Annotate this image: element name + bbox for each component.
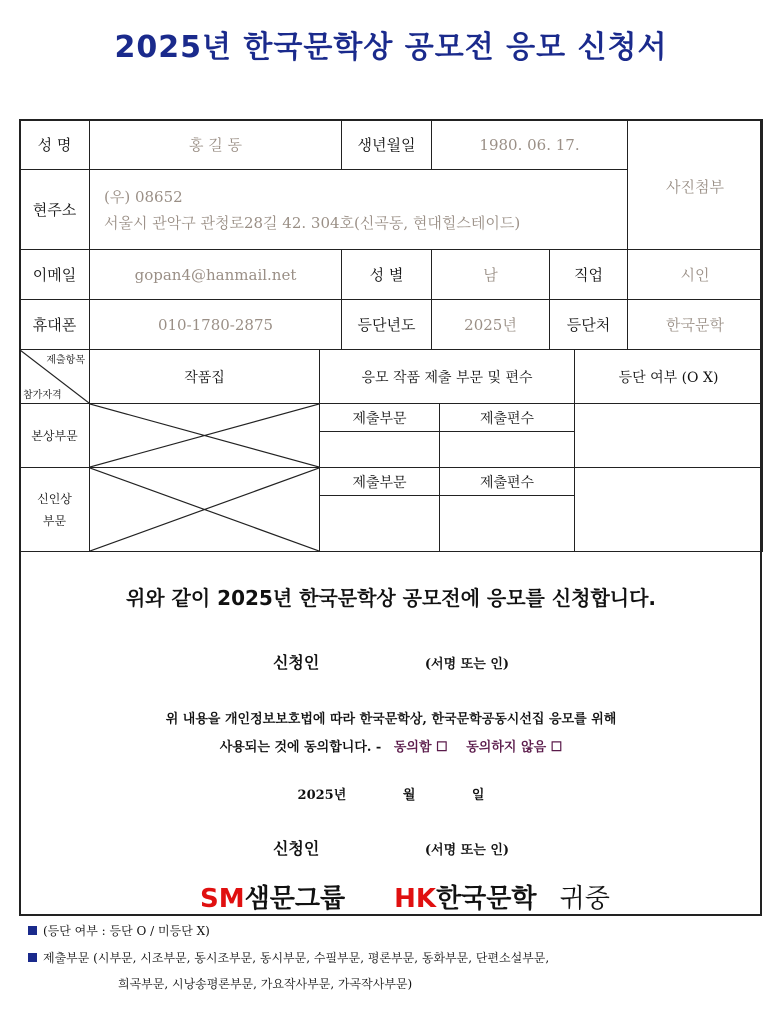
col-header-collection: 작품집 bbox=[90, 350, 320, 404]
gender-value[interactable]: 남 bbox=[432, 250, 550, 300]
address-label: 현주소 bbox=[20, 170, 90, 250]
applicant-info-table bbox=[19, 119, 763, 350]
agree-checkbox[interactable]: 동의함 ☐ bbox=[393, 740, 448, 755]
debut-year-value[interactable]: 2025년 bbox=[432, 300, 550, 350]
privacy-consent bbox=[0, 706, 782, 762]
address-line-street: 서울시 관악구 관청로28길 42. 304호(신곡동, 현대힐스테이드) bbox=[104, 213, 521, 232]
signature-hint-2[interactable]: (서명 또는 인) bbox=[424, 843, 510, 858]
gender-label: 성 별 bbox=[342, 250, 432, 300]
date-month[interactable]: 월 bbox=[402, 788, 416, 803]
submission-count-input-main[interactable] bbox=[440, 432, 575, 468]
applicant-label: 신청인 bbox=[272, 653, 320, 672]
submission-count-input-new[interactable] bbox=[440, 496, 575, 552]
email-label: 이메일 bbox=[20, 250, 90, 300]
consent-line-2-text: 사용되는 것에 동의합니다. - bbox=[219, 740, 382, 755]
col-header-debut: 등단 여부 (O X) bbox=[575, 350, 763, 404]
address-line-postcode: (우) 08652 bbox=[104, 187, 183, 206]
sponsor-logos bbox=[200, 878, 610, 915]
email-value[interactable]: gopan4@hanmail.net bbox=[90, 250, 342, 300]
consent-line-1: 위 내용을 개인정보보호법에 따라 한국문학상, 한국문학공동시선집 응모를 위해 bbox=[165, 712, 617, 727]
sub-header-category-new: 제출부문 bbox=[320, 468, 440, 496]
debut-year-label: 등단년도 bbox=[342, 300, 432, 350]
submission-category-input-main[interactable] bbox=[320, 432, 440, 468]
honorific: 귀중 bbox=[559, 884, 610, 914]
square-bullet-icon bbox=[28, 953, 37, 962]
sm-logo-prefix: SM bbox=[200, 884, 245, 914]
photo-attach-box[interactable]: 사진첨부 bbox=[628, 120, 763, 250]
job-label: 직업 bbox=[550, 250, 628, 300]
address-value[interactable] bbox=[90, 170, 628, 250]
note-debut-status bbox=[28, 922, 210, 939]
note-categories-cont: 희곡부문, 시낭송평론부문, 가요작사부문, 가곡작사부문) bbox=[118, 977, 413, 991]
cross-out-icon bbox=[90, 468, 319, 551]
row-label-new-writer bbox=[20, 468, 90, 552]
debut-place-label: 등단처 bbox=[550, 300, 628, 350]
collection-crossed-cell-main bbox=[90, 404, 320, 468]
name-label: 성 명 bbox=[20, 120, 90, 170]
application-date bbox=[0, 784, 782, 803]
cross-out-icon bbox=[90, 404, 319, 467]
hk-logo-name: 한국문학 bbox=[436, 884, 537, 914]
debut-place-value[interactable]: 한국문학 bbox=[628, 300, 763, 350]
debut-status-cell-new[interactable] bbox=[575, 468, 763, 552]
square-bullet-icon bbox=[28, 926, 37, 935]
corner-header-cell bbox=[20, 350, 90, 404]
phone-value[interactable]: 010-1780-2875 bbox=[90, 300, 342, 350]
name-value[interactable]: 홍 길 동 bbox=[90, 120, 342, 170]
form-title: 2025년 한국문학상 공모전 응모 신청서 bbox=[114, 30, 668, 65]
submission-category-input-new[interactable] bbox=[320, 496, 440, 552]
date-day[interactable]: 일 bbox=[471, 788, 485, 803]
sub-header-count-main: 제출편수 bbox=[440, 404, 575, 432]
note-1-text: (등단 여부 : 등단 O / 미등단 X) bbox=[43, 924, 210, 938]
applicant-signature-row-2 bbox=[0, 836, 782, 859]
note-2-text: 제출부문 (시부문, 시조부문, 동시조부문, 동시부문, 수필부문, 평론부문, 동화부문, 단편소설부문, bbox=[43, 951, 550, 965]
row-label-new-writer-line2: 부문 bbox=[42, 513, 67, 528]
birth-label: 생년월일 bbox=[342, 120, 432, 170]
consent-line-2 bbox=[0, 734, 782, 762]
phone-label: 휴대폰 bbox=[20, 300, 90, 350]
sub-header-count-new: 제출편수 bbox=[440, 468, 575, 496]
signature-hint[interactable]: (서명 또는 인) bbox=[424, 657, 510, 672]
sub-header-category-main: 제출부문 bbox=[320, 404, 440, 432]
applicant-label-2: 신청인 bbox=[272, 839, 320, 858]
declaration-text: 위와 같이 2025년 한국문학상 공모전에 응모를 신청합니다. bbox=[125, 586, 657, 610]
applicant-signature-row bbox=[0, 650, 782, 673]
collection-crossed-cell-new bbox=[90, 468, 320, 552]
debut-status-cell-main[interactable] bbox=[575, 404, 763, 468]
note-categories bbox=[28, 949, 549, 966]
entry-table bbox=[19, 349, 763, 552]
birth-value[interactable]: 1980. 06. 17. bbox=[432, 120, 628, 170]
row-label-new-writer-line1: 신인상 bbox=[37, 491, 72, 506]
corner-label-submission: 제출항목 bbox=[46, 355, 85, 366]
job-value[interactable]: 시인 bbox=[628, 250, 763, 300]
corner-label-eligibility: 참가자격 bbox=[23, 390, 62, 401]
hk-logo-prefix: HK bbox=[394, 884, 437, 914]
sm-logo-name: 샘문그룹 bbox=[244, 884, 346, 914]
col-header-submission: 응모 작품 제출 부문 및 편수 bbox=[320, 350, 575, 404]
disagree-checkbox[interactable]: 동의하지 않음 ☐ bbox=[466, 740, 563, 755]
date-year: 2025년 bbox=[297, 788, 347, 803]
row-label-main-award: 본상부문 bbox=[20, 404, 90, 468]
